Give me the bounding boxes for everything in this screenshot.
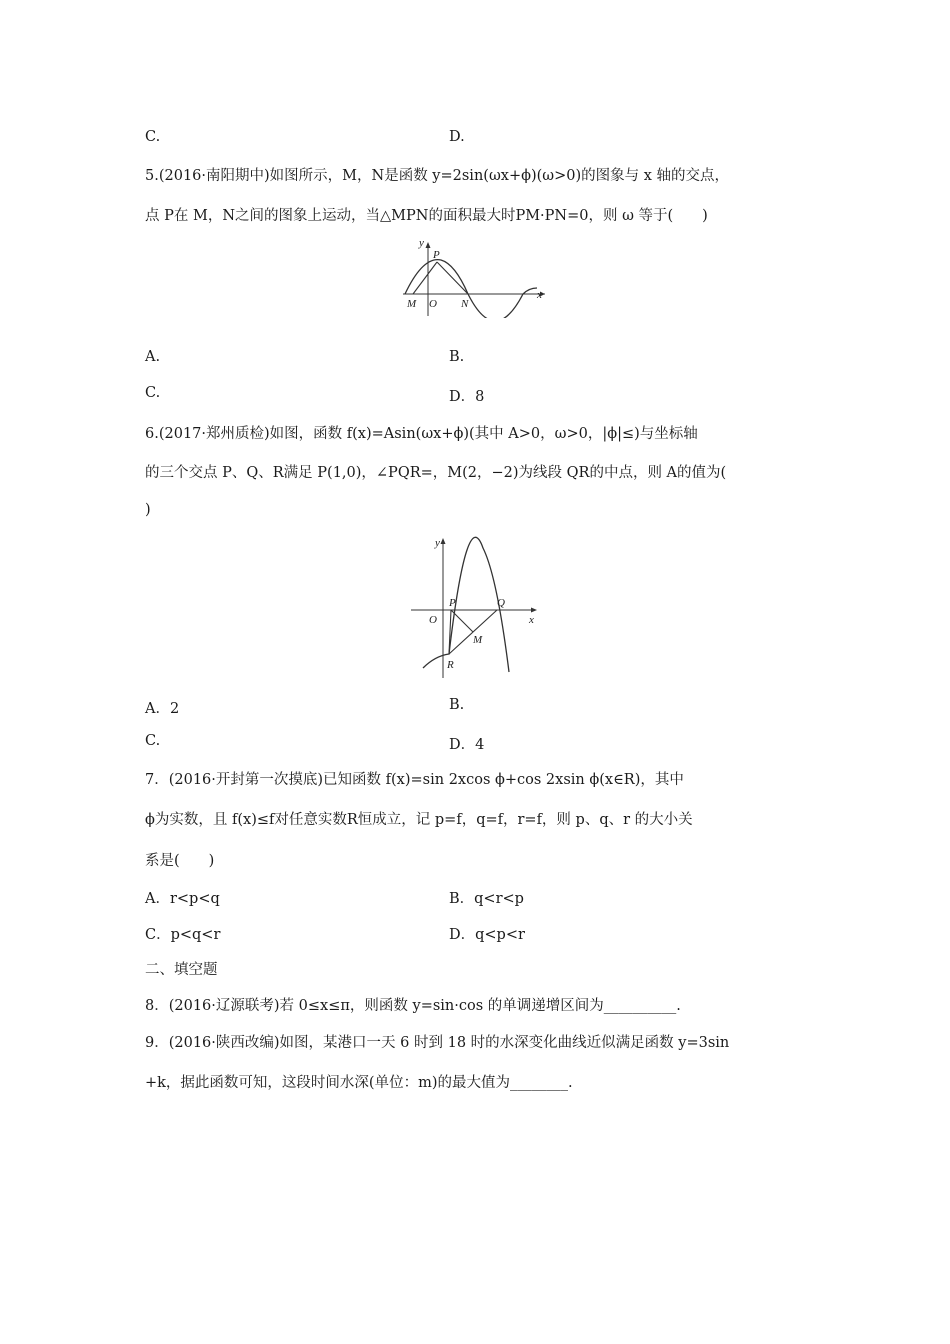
q7-option-b: B．q<r<p	[449, 891, 524, 907]
q5-option-a: A.	[145, 349, 161, 365]
q6-figure-label-m: M	[473, 634, 483, 646]
q4-option-d: D.	[449, 129, 465, 145]
q6-figure	[405, 532, 545, 680]
q9-stem-line2: +k，据此函数可知，这段时间水深(单位：m)的最大值为________.	[145, 1075, 573, 1091]
q6-option-b: B.	[449, 697, 465, 713]
q7-option-a: A．r<p<q	[145, 891, 220, 907]
q7-stem-line3: 系是( )	[145, 853, 215, 869]
q6-figure-label-p: P	[449, 597, 456, 609]
q8-stem: 8．(2016·辽源联考)若 0≤x≤π，则函数 y=sin·cos 的单调递增区间为__________.	[145, 998, 681, 1014]
q6-stem-line3: )	[145, 502, 151, 518]
q5-figure-label-m: M	[407, 298, 417, 310]
q6-stem-line1: 6.(2017·郑州质检)如图，函数 f(x)=Asin(ωx+ϕ)(其中 A>0，ω>0，|ϕ|≤)与坐标轴	[145, 426, 698, 442]
q5-figure	[395, 236, 555, 318]
q6-option-a: A．2	[145, 701, 180, 717]
q6-figure-label-y: y	[435, 537, 440, 549]
q6-figure-label-r: R	[447, 659, 454, 671]
q5-figure-label-x: x	[537, 289, 542, 301]
q5-figure-label-o: O	[429, 298, 437, 310]
q7-option-d: D．q<p<r	[449, 927, 525, 943]
q9-stem-line1: 9．(2016·陕西改编)如图，某港口一天 6 时到 18 时的水深变化曲线近似满足函数 y=3sin	[145, 1035, 730, 1051]
q6-option-c: C.	[145, 733, 161, 749]
q6-option-d: D．4	[449, 737, 485, 753]
q4-option-c: C.	[145, 129, 161, 145]
q5-figure-label-p: P	[433, 249, 440, 261]
q6-stem-line2: 的三个交点 P、Q、R满足 P(1,0)，∠PQR=，M(2，−2)为线段 QR的中点，则 A的值为(	[145, 465, 727, 481]
q5-figure-label-y: y	[419, 237, 424, 249]
q5-option-b: B.	[449, 349, 465, 365]
q6-figure-label-o: O	[429, 614, 437, 626]
q6-figure-label-x: x	[529, 614, 534, 626]
q5-stem-line2: 点 P在 M，N之间的图象上运动，当△MPN的面积最大时PM·PN=0，则 ω 等于( )	[145, 208, 708, 224]
q5-option-d: D．8	[449, 389, 485, 405]
q7-stem-line2: ϕ为实数，且 f(x)≤f对任意实数R恒成立，记 p=f，q=f，r=f，则 p、q、r 的大小关	[145, 812, 693, 828]
q5-figure-label-n: N	[461, 298, 469, 310]
q5-option-c: C.	[145, 385, 161, 401]
q5-stem-line1: 5.(2016·南阳期中)如图所示，M，N是函数 y=2sin(ωx+ϕ)(ω>0)的图象与 x 轴的交点，	[145, 168, 730, 184]
q6-figure-label-q: Q	[497, 597, 505, 609]
section-heading-fill-in: 二、填空题	[145, 962, 218, 978]
q7-option-c: C．p<q<r	[145, 927, 221, 943]
q7-stem-line1: 7．(2016·开封第一次摸底)已知函数 f(x)=sin 2xcos ϕ+cos 2xsin ϕ(x∈R)，其中	[145, 772, 684, 788]
